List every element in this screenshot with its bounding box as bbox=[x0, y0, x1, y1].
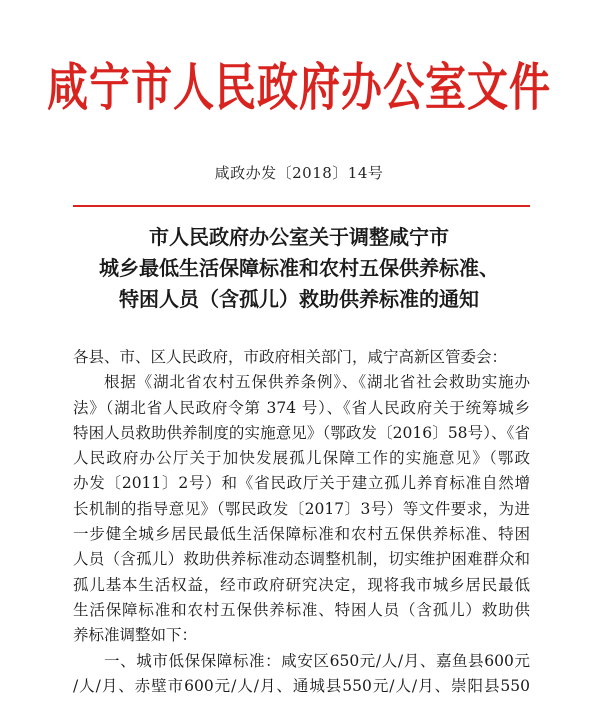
body-line: 人员（含孤儿）救助供养标准动态调整机制，切实维护困难群众和 bbox=[73, 550, 530, 569]
body-line: 办发〔2011〕2号）和《省民政厅关于建立孤儿养育标准自然增 bbox=[73, 474, 530, 493]
title-line: 特困人员（含孤儿）救助供养标准的通知 bbox=[119, 287, 479, 311]
body-line: 孤儿基本生活权益，经市政府研究决定，现将我市城乡居民最低 bbox=[73, 575, 530, 594]
body-line: 一、城市低保保障标准：咸安区650元/人/月、嘉鱼县600元 bbox=[104, 651, 530, 670]
body-line: 人民政府办公厅关于加快发展孤儿保障工作的实施意见》（鄂政 bbox=[73, 449, 530, 468]
body-line: 生活保障标准和农村五保供养标准、特困人员（含孤儿）救助供 bbox=[73, 600, 530, 619]
body-line: 特困人员救助供养制度的实施意见》（鄂政发〔2016〕58号）、《省 bbox=[73, 423, 530, 442]
notice-title bbox=[20, 222, 578, 315]
body-line: 长机制的指导意见》（鄂民政发〔2017〕3号）等文件要求，为进 bbox=[73, 499, 530, 518]
body-line: 法》（湖北省人民政府令第 374 号）、《省人民政府关于统筹城乡 bbox=[73, 398, 530, 417]
title-line: 市人民政府办公室关于调整咸宁市 bbox=[149, 225, 449, 249]
body-line: 养标准调整如下： bbox=[73, 626, 198, 645]
document-number: 咸政办发〔2018〕14号 bbox=[214, 164, 384, 182]
title-line: 城乡最低生活保障标准和农村五保供养标准、 bbox=[99, 256, 499, 280]
red-divider-line bbox=[73, 205, 530, 207]
notice-body bbox=[73, 345, 530, 699]
body-line: /人/月、赤壁市600元/人/月、通城县550元/人/月、崇阳县550 bbox=[73, 676, 530, 695]
body-line: 一步健全城乡居民最低生活保障标准和农村五保供养标准、特困 bbox=[73, 525, 530, 544]
masthead-title: 咸宁市人民政府办公室文件 bbox=[47, 57, 551, 118]
addressee-line: 各县、市、区人民政府，市政府相关部门，咸宁高新区管委会： bbox=[73, 348, 508, 366]
body-line: 根据《湖北省农村五保供养条例》、《湖北省社会救助实施办 bbox=[104, 373, 530, 392]
